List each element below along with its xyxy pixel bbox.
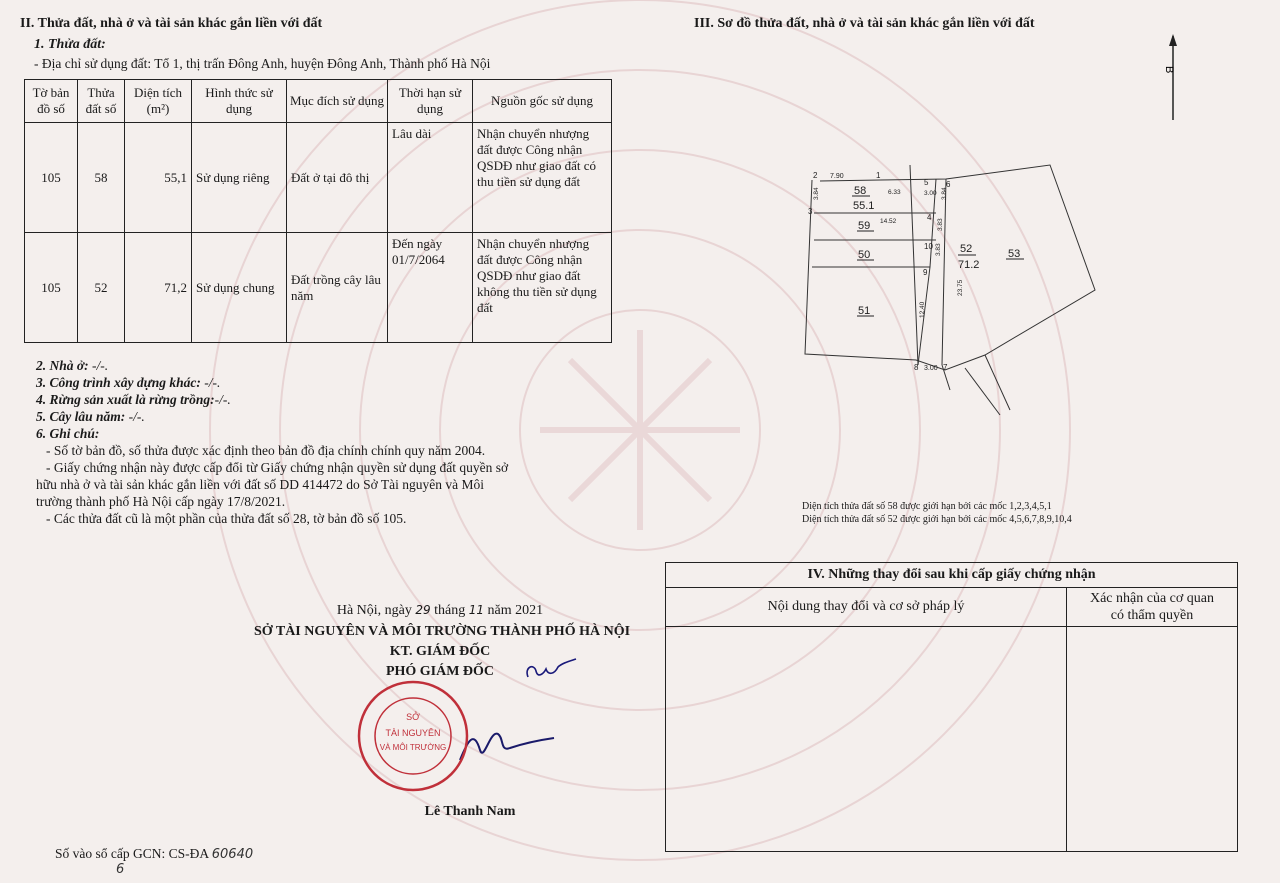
dim-label: 14.52 [880, 218, 897, 225]
parcel-51-label: 51 [858, 305, 871, 317]
cell-purpose: Đất trồng cây lâu năm [287, 233, 388, 343]
road-line [965, 368, 1000, 415]
signer-name: Lê Thanh Nam [424, 804, 516, 819]
changes-content-cell[interactable] [666, 627, 1067, 851]
point-10: 10 [924, 242, 933, 251]
house-value: -/-. [92, 358, 109, 373]
section3-title: III. Sơ đồ thửa đất, nhà ở và tài sản khác gắn liền với đất [694, 16, 1035, 31]
parcel-52-area: 71.2 [958, 259, 980, 271]
dim-label: 7.90 [830, 173, 844, 180]
changes-col-confirm [1067, 588, 1237, 626]
north-label: B [1163, 66, 1175, 74]
changes-table [665, 562, 1238, 852]
changes-col-content: Nội dung thay đổi và cơ sở pháp lý [666, 588, 1067, 626]
header-origin: Nguồn gốc sử dụng [473, 80, 612, 123]
note-line: - Giấy chứng nhận này được cấp đổi từ Giấy chứng nhận quyền sử dụng đất quyền sở [46, 460, 509, 475]
forest-value: -/-. [214, 392, 231, 407]
cell-form: Sử dụng chung [192, 233, 287, 343]
land-address: - Địa chỉ sử dụng đất: Tổ 1, thị trấn Đông Anh, huyện Đông Anh, Thành phố Hà Nội [34, 56, 491, 71]
point-5: 5 [924, 178, 929, 187]
house-label: 2. Nhà ở: [36, 358, 89, 373]
changes-col-confirm-line2: có thẩm quyền [1110, 608, 1194, 623]
changes-col-confirm-line1: Xác nhận của cơ quan [1089, 591, 1214, 606]
point-1: 1 [876, 171, 881, 180]
diagram-captions [802, 500, 1072, 526]
note-line: - Các thửa đất cũ là một phần của thửa đất số 28, tờ bản đồ số 105. [46, 511, 407, 526]
dim-label: 3.84 [813, 187, 820, 200]
road-line [910, 165, 918, 365]
note-line: hữu nhà ở và tài sản khác gắn liền với đất số DD 414472 do Sở Tài nguyên và Môi [36, 477, 485, 492]
notes-heading: 6. Ghi chú: [36, 426, 100, 441]
section2-title: II. Thửa đất, nhà ở và tài sản khác gắn liền với đất [20, 16, 323, 31]
parcel-59-label: 59 [858, 220, 871, 232]
cell-term: Lâu dài [388, 123, 473, 233]
point-4: 4 [927, 213, 932, 222]
date-day: 29 [415, 603, 431, 617]
dim-label: 23.75 [957, 279, 964, 296]
header-purpose: Mục đích sử dụng [287, 80, 388, 123]
parcel-58-label: 58 [854, 185, 867, 197]
cell-purpose: Đất ở tại đô thị [287, 123, 388, 233]
cell-origin: Nhận chuyển nhượng đất được Công nhận QSDĐ như giao đất có thu tiền sử dụng đất [473, 123, 612, 233]
point-6: 6 [946, 180, 951, 189]
perennial-label: 5. Cây lâu năm: [36, 409, 126, 424]
header-area: Diện tích (m²) [125, 80, 192, 123]
registry-line [55, 846, 253, 862]
forest-label: 4. Rừng sản xuất là rừng trồng: [36, 392, 215, 407]
dim-label: 3.00 [924, 365, 938, 372]
date-prefix: Hà Nội, ngày [336, 603, 412, 618]
north-arrow-head [1169, 34, 1177, 46]
parcel-52-label: 52 [960, 243, 973, 255]
land-heading: 1. Thửa đất: [34, 37, 106, 52]
dim-label: 3.00 [924, 190, 937, 197]
parcel-53-label: 53 [1008, 248, 1021, 260]
point-7: 7 [943, 363, 948, 372]
caption-58: Diện tích thửa đất số 58 được giới hạn bởi các mốc 1,2,3,4,5,1 [802, 501, 1052, 512]
cell-form: Sử dụng riêng [192, 123, 287, 233]
perennial-value: -/-. [128, 409, 145, 424]
cell-parcel: 52 [78, 233, 125, 343]
dim-label: 3.84 [941, 187, 948, 200]
cell-parcel: 58 [78, 123, 125, 233]
changes-confirm-cell[interactable] [1067, 627, 1237, 851]
construction-value: -/-. [204, 375, 221, 390]
cell-map-sheet: 105 [25, 233, 78, 343]
cell-area: 55,1 [125, 123, 192, 233]
note-line: - Số tờ bản đồ, số thửa được xác định theo bản đồ địa chính chính quy năm 2004. [46, 443, 486, 458]
registry-note: 6 [116, 862, 125, 877]
cell-area: 71,2 [125, 233, 192, 343]
role-title: PHÓ GIÁM ĐỐC [385, 664, 495, 679]
date-month: 11 [468, 603, 485, 617]
kt-title: KT. GIÁM ĐỐC [389, 644, 491, 659]
caption-52: Diện tích thửa đất số 52 được giới hạn bởi các mốc 4,5,6,7,8,9,10,4 [802, 514, 1072, 525]
parcel-58-area: 55.1 [853, 200, 875, 212]
point-3: 3 [808, 207, 813, 216]
date-month-label: tháng [434, 603, 466, 618]
cell-map-sheet: 105 [25, 123, 78, 233]
header-form: Hình thức sử dụng [192, 80, 287, 123]
official-stamp [355, 678, 475, 798]
section4-title: IV. Những thay đổi sau khi cấp giấy chứng nhận [666, 563, 1237, 588]
agency-name: SỞ TÀI NGUYÊN VÀ MÔI TRƯỜNG THÀNH PHỐ HÀ NỘI [253, 624, 631, 639]
road-line [985, 355, 1010, 410]
date-year: năm 2021 [487, 603, 544, 618]
dim-label: 3.83 [935, 243, 942, 256]
stamp-line: TÀI NGUYÊN [385, 728, 441, 738]
point-8: 8 [914, 363, 919, 372]
parcel-50-label: 50 [858, 249, 871, 261]
dim-label: 6.33 [888, 189, 901, 196]
note-line: trường thành phố Hà Nội cấp ngày 17/8/2021. [36, 494, 286, 509]
stamp-line: VÀ MÔI TRƯỜNG [379, 743, 447, 752]
header-map-sheet: Tờ bản đồ số [25, 80, 78, 123]
parcel-divider [942, 179, 946, 365]
registry-label: Số vào sổ cấp GCN: CS-ĐA [55, 846, 209, 861]
construction-label: 3. Công trình xây dựng khác: [36, 375, 201, 390]
header-term: Thời hạn sử dụng [388, 80, 473, 123]
point-2: 2 [813, 171, 818, 180]
point-9: 9 [923, 268, 928, 277]
cell-term: Đến ngày 01/7/2064 [388, 233, 473, 343]
dim-label: 12.40 [919, 301, 926, 318]
dim-label: 3.83 [937, 218, 944, 231]
cell-origin: Nhận chuyển nhượng đất được Công nhận QSDĐ như giao đất không thu tiền sử dụng đất [473, 233, 612, 343]
stamp-line: SỞ [406, 712, 420, 722]
sign-date [290, 603, 590, 619]
registry-number: 60640 [211, 847, 254, 862]
initial-scribble [520, 655, 580, 685]
header-parcel: Thửa đất số [78, 80, 125, 123]
